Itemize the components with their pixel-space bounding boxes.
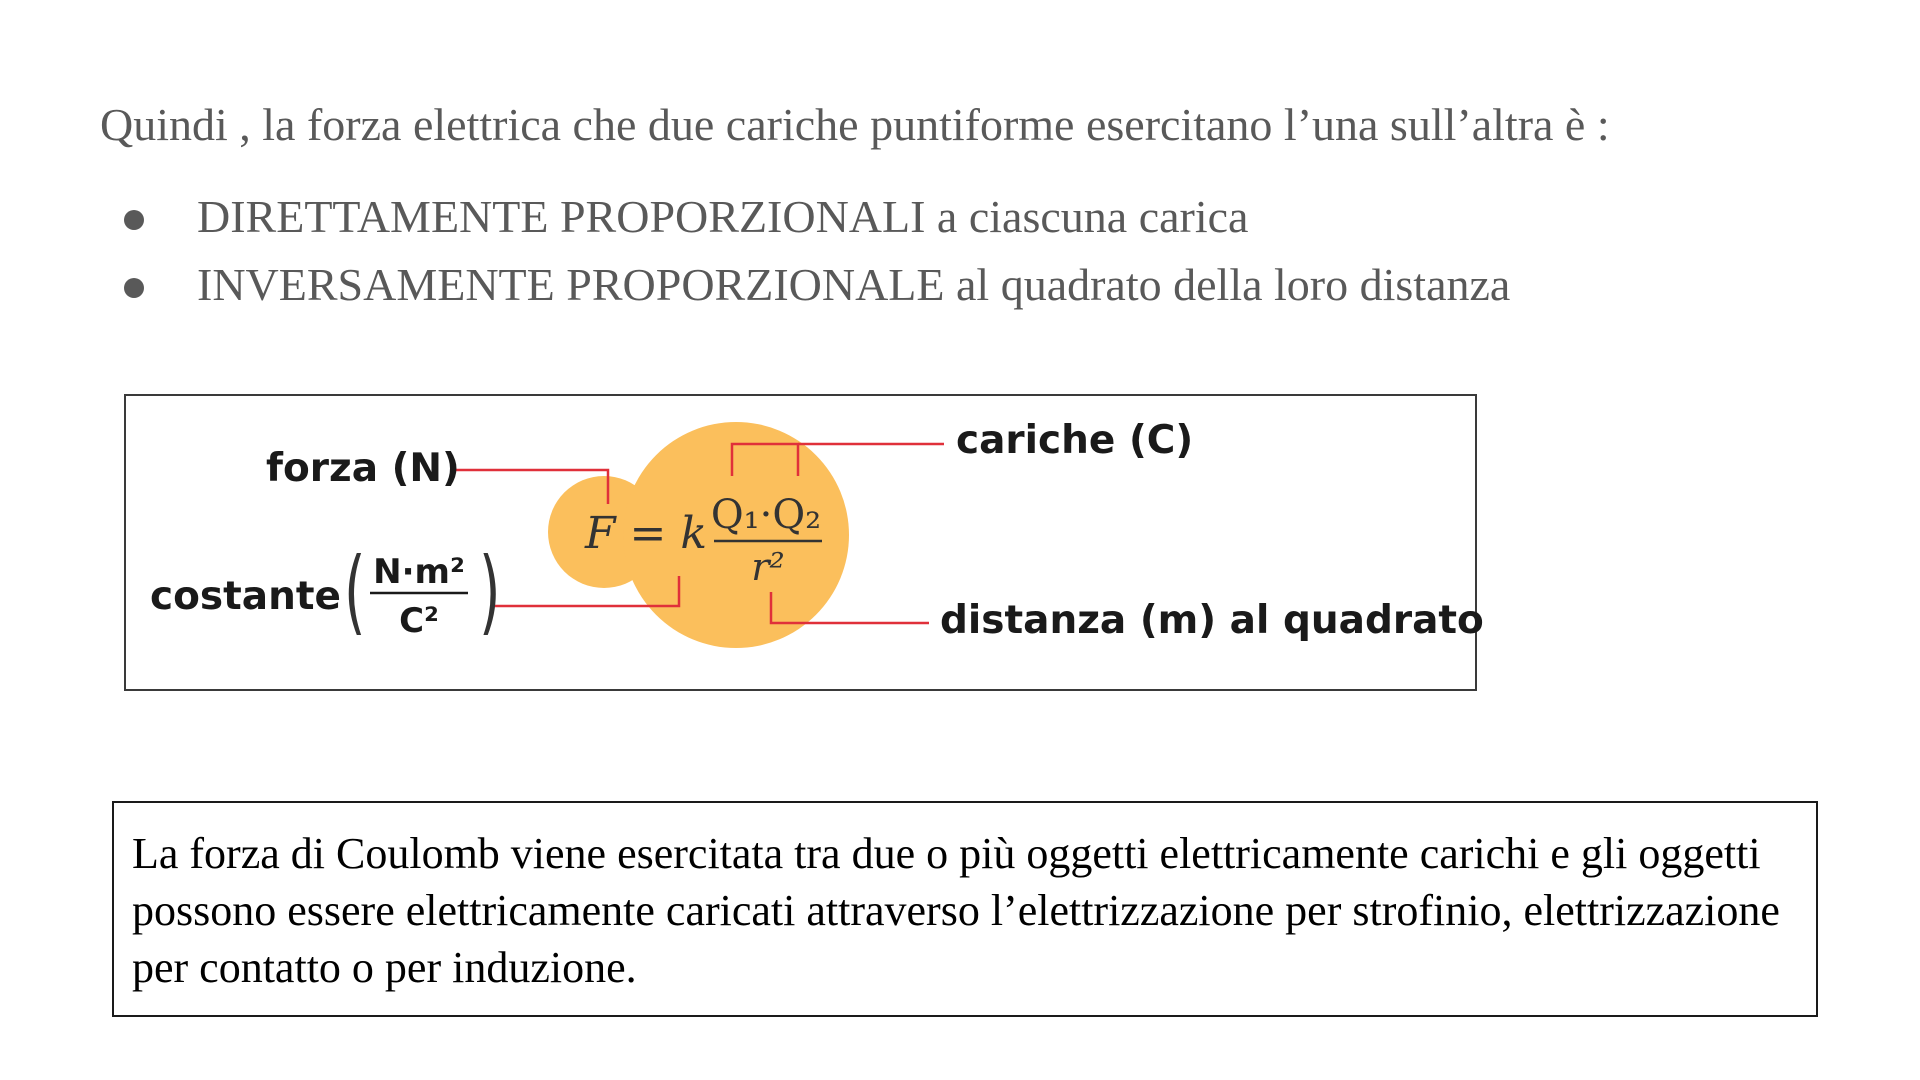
formula-lhs: F = k bbox=[585, 508, 708, 559]
bullet-text: DIRETTAMENTE PROPORZIONALI a ciascuna carica bbox=[197, 191, 1249, 242]
unit-close-paren: ) bbox=[479, 538, 501, 645]
formula-denominator: r² bbox=[751, 545, 785, 589]
label-costante: costante bbox=[150, 574, 341, 619]
bullet-icon bbox=[124, 278, 144, 298]
label-cariche: cariche (C) bbox=[956, 418, 1194, 463]
coulomb-formula-figure bbox=[124, 394, 1484, 691]
bullet-icon bbox=[124, 210, 144, 230]
unit-open-paren: ( bbox=[344, 538, 366, 645]
intro-text: Quindi , la forza elettrica che due cariche puntiforme esercitano l’una sull’altra è : bbox=[100, 99, 1610, 150]
list-item bbox=[0, 191, 1800, 256]
unit-denominator: C² bbox=[399, 601, 439, 641]
bullet-text: INVERSAMENTE PROPORZIONALE al quadrato della loro distanza bbox=[197, 259, 1511, 310]
label-forza: forza (N) bbox=[266, 446, 460, 491]
list-item bbox=[0, 259, 1800, 324]
formula-diagram bbox=[126, 396, 1479, 693]
coulomb-note-box: La forza di Coulomb viene esercitata tra due o più oggetti elettricamente carichi e gli oggetti possono essere elettricamente caricati attraverso l’elettrizzazione per strofinio, elettrizzazione per contatto o per induzione. bbox=[112, 801, 1818, 1017]
unit-numerator: N·m² bbox=[373, 552, 465, 592]
label-distanza: distanza (m) al quadrato bbox=[940, 598, 1484, 643]
formula-numerator: Q₁·Q₂ bbox=[710, 492, 822, 538]
